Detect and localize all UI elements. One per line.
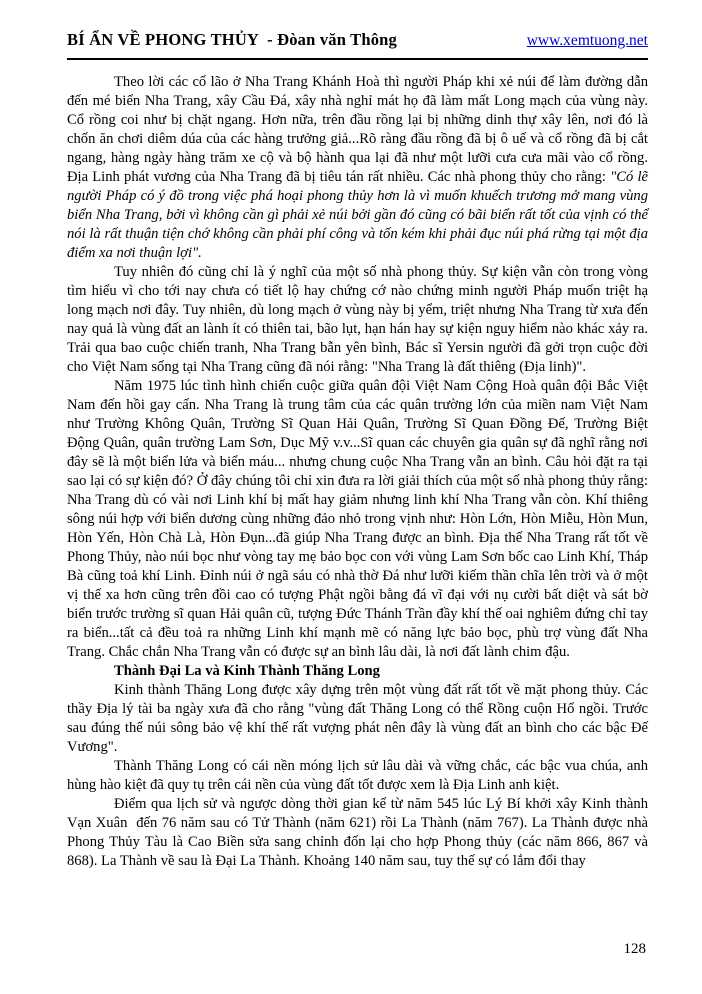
book-title: BÍ ẨN VỀ PHONG THỦY - Đòan văn Thông: [67, 30, 397, 49]
header-rule: [67, 58, 648, 60]
paragraph-text: Theo lời các cố lão ở Nha Trang Khánh Hoà thì người Pháp khi xẻ núi để làm đường dẫn đến mé biển Nha Trang, xây Cầu Đá, xây nhà nghỉ mát họ đã làm mất Long mạch của vùng này. Cổ rồng coi như bị chặt ngang. Hơn nữa, trên đầu rồng lại bị những dinh thự xây lên, nơi đó là chốn ăn chơi diêm dúa của các hàng trưởng giả...Rõ ràng đầu rồng đã bị ô uế và cổ rồng đã bị cắt ngang, hàng ngày hàng trăm xe cộ và bộ hành qua lại đã như một lưỡi cưa cưa mãi vào cổ rồng. Địa Linh phát vương của Nha Trang đã bị tiêu tán rất nhiều. Các nhà phong thủy cho rằng:: [67, 74, 648, 185]
italic-quote: "Có lẽ người Pháp có ý đồ trong việc phá hoại phong thủy hơn là vì muốn khuếch trương mở mang vùng biển Nha Trang, bởi vì không cần gì phải xẻ núi bởi gần đó cũng có bãi biển rất tốt của vịnh có thể nói là rất thuận tiện chớ không cần phải phí công và tốn kém khi phải đục núi phá rừng tại một địa điểm xa nơi thuận lợi".: [67, 169, 649, 261]
paragraph-nha-trang-long-mach: [67, 73, 648, 263]
page-number: 128: [623, 941, 646, 957]
paragraph-tuy-nhien: Tuy nhiên đó cũng chỉ là ý nghĩ của một số nhà phong thủy. Sự kiện vẫn còn trong vòng tìm hiểu vì cho tới nay chưa có tiết lộ hay chứng cớ nào chứng minh người Pháp muốn triệt hạ long mạch nơi đây. Tuy nhiên, dù long mạch ở vùng này bị yểm, triệt nhưng Nha Trang từ xưa đến nay quả là vùng đất an lành ít có thiên tai, bão lụt, hạn hán hay sự kiện nguy hiểm nào khác xảy ra. Trải qua bao cuộc chiến tranh, Nha Trang bẫn yên bình, Bác sĩ Yersin người đã gởi trọn cuộc đời cho Việt Nam sống tại Nha Trang cũng đã nói rằng: "Nha Trang là đất thiêng (Địa linh)".: [67, 264, 648, 375]
paragraph-thanh-thang-long-nen-mong: Thành Thăng Long có cái nền móng lịch sử lâu dài và vững chắc, các bậc vua chúa, anh hùng hào kiệt đã quy tụ trên cái nền của vùng đất tốt được xem là Địa Linh anh kiệt.: [67, 758, 648, 793]
page-header: [67, 30, 648, 50]
section-heading-thanh-dai-la: Thành Đại La và Kinh Thành Thăng Long: [114, 663, 380, 679]
paragraph-kinh-thanh-thang-long: Kinh thành Thăng Long được xây dựng trên một vùng đất rất tốt về mặt phong thủy. Các thầy Địa lý tài ba ngày xưa đã cho rằng "vùng đất Thăng Long có thể Rồng cuộn Hổ ngồi. Trước sau đúng thế núi sông bảo vệ khí thế rất vượng phát nên đây là vùng đất an bình cho các bậc Đế Vương".: [67, 682, 648, 755]
website-link[interactable]: www.xemtuong.net: [526, 32, 648, 49]
page-content: [67, 73, 648, 871]
paragraph-diem-qua-lich-su: Điểm qua lịch sử và ngược dòng thời gian kể từ năm 545 lúc Lý Bí khởi xây Kinh thành Vạn Xuân đến 76 năm sau có Tử Thành (năm 621) rồi La Thành (năm 767). La Thành được nhà Phong Thủy Tàu là Cao Biền sửa sang chỉnh đốn lại cho hợp Phong thủy (các năm 866, 867 và 868). La Thành về sau là Đại La Thành. Khoảng 140 năm sau, tuy thế sự có lắm đổi thay: [67, 796, 648, 869]
paragraph-nam-1975: Năm 1975 lúc tình hình chiến cuộc giữa quân đội Việt Nam Cộng Hoà quân đội Bắc Việt Nam đến hồi gay cấn. Nha Trang là trung tâm của các quân trường lớn của miền nam Việt Nam như Trường Không Quân, Trường Sĩ Quan Hải Quân, Trường Sĩ Quan Đồng Đế, Trường Biệt Động Quân, quân trường Lam Sơn, Dục Mỹ v.v...Sĩ quan các chuyên gia quân sự đã nghĩ rằng nơi đây sẽ là một biển lửa và biển máu... nhưng chung cuộc Nha Trang vẫn an bình. Câu hỏi đặt ra tại sao lại có sự kiện đó? Ở đây chúng tôi chỉ xin đưa ra lời giải thích của một số nhà phong thủy rằng: Nha Trang dù có vài nơi Linh khí bị mất hay giảm nhưng linh khí Nha Trang vẫn còn. Khí thiêng sông núi hợp với biển dương cùng những đảo nhỏ trong vịnh như: Hòn Lớn, Hòn Miễu, Hòn Mun, Hòn Yến, Hòn Chà Là, Hòn Đụn...đã giúp Nha Trang được an bình. Địa thế Nha Trang rất tốt về Phong Thủy, nào núi bọc như vòng tay mẹ bảo bọc con với vùng Lam Sơn bốc cao Linh Khí, Tháp Bà cũng toả khí Linh. Đỉnh núi ở ngã sáu có nhà thờ Đá như lưỡi kiếm thần chĩa lên trời và ở một vị thế xa hơn cũng trên đồi cao có tượng Phật ngồi bằng đá vĩ đại với nụ cười bất diệt và sát bờ biển trước trường sĩ quan Hải quân cũ, tượng Đức Thánh Trần đầy khí thế oai nghiêm đứng chỉ tay ra biển...tất cả đều toả ra những Linh khí mạnh mẽ có năng lực bảo bọc, phù trợ vùng đất Nha Trang. Chắc chắn Nha Trang vẫn có được sự an bình lâu dài, là nơi đất lành chim đậu.: [67, 378, 648, 660]
